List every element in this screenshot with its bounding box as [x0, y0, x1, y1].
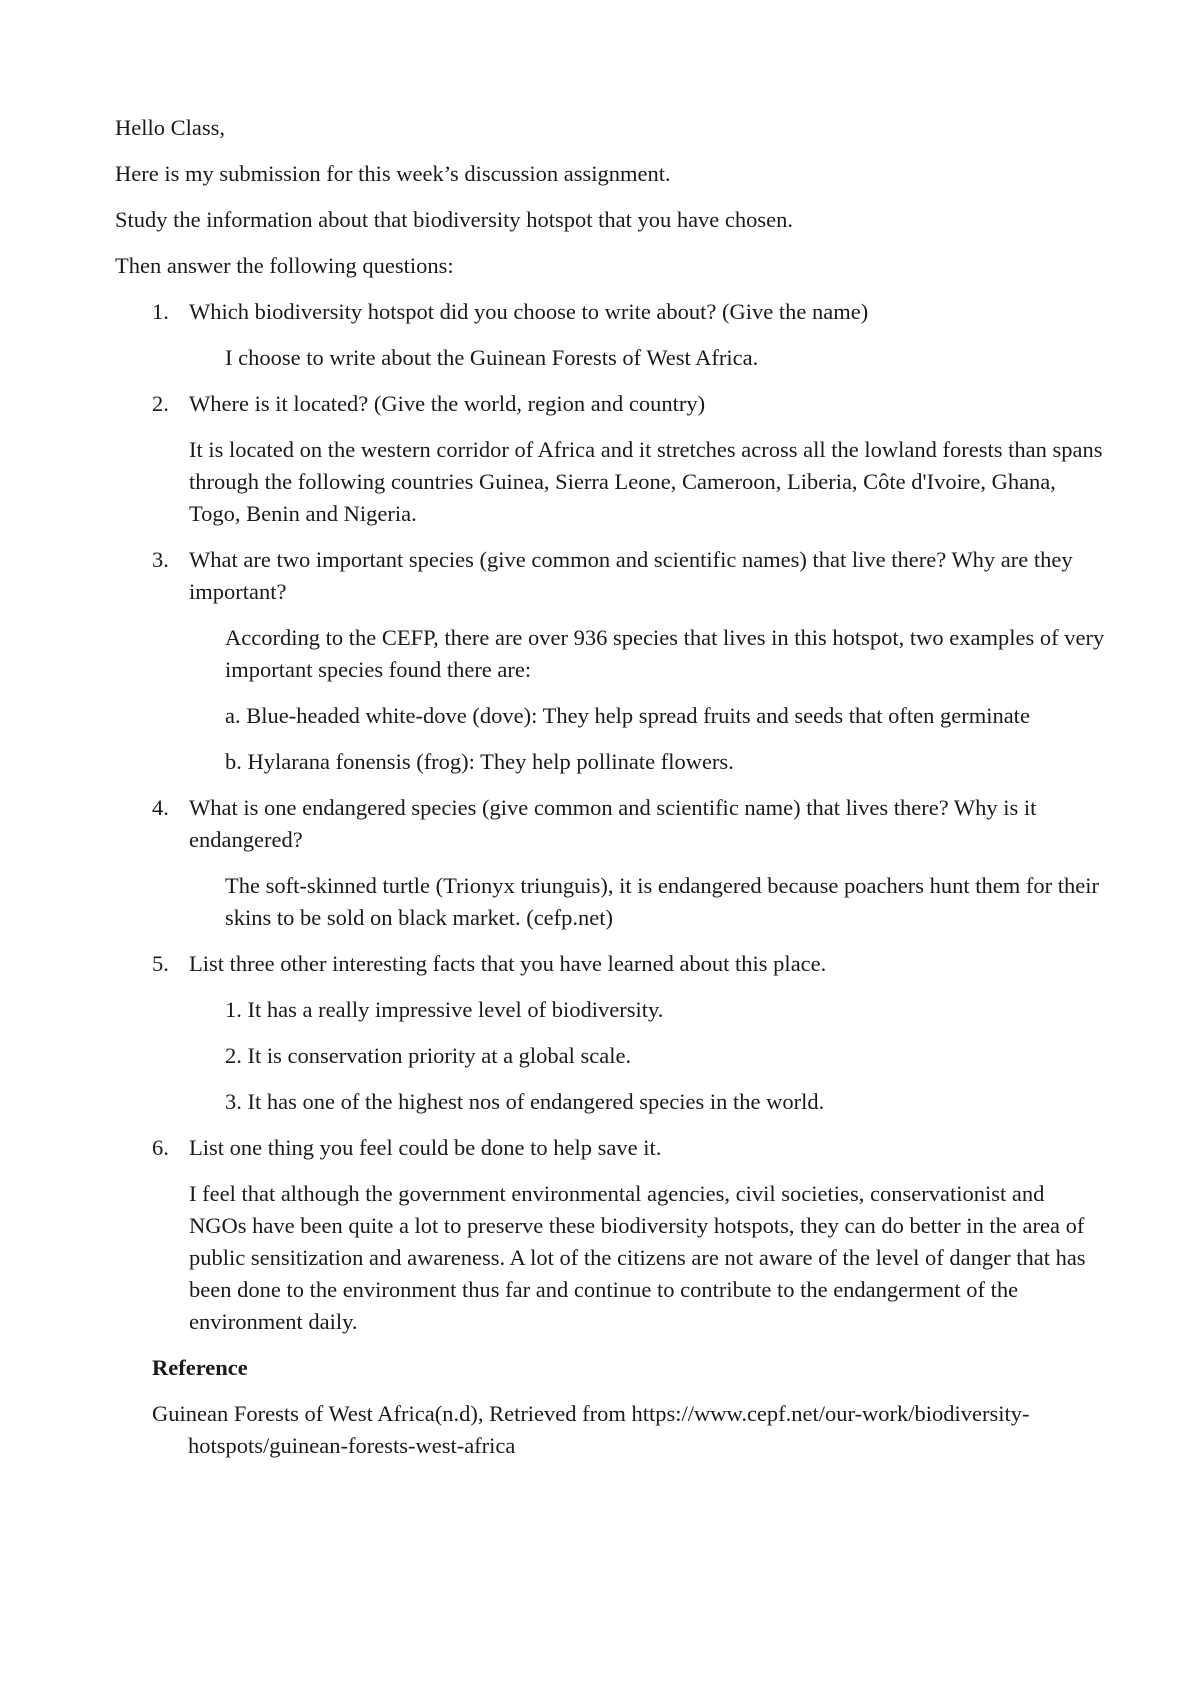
- answer-3-species-a: a. Blue-headed white-dove (dove): They help spread fruits and seeds that often germinate: [225, 703, 1030, 728]
- question-text: List one thing you feel could be done to help save it.: [189, 1135, 662, 1160]
- question-3: [115, 544, 1105, 608]
- fact-3: 3. It has one of the highest nos of endangered species in the world.: [225, 1089, 825, 1114]
- intro-line-questions: Then answer the following questions:: [115, 253, 454, 278]
- question-2: [115, 388, 1105, 420]
- question-text: Which biodiversity hotspot did you choose to write about? (Give the name): [189, 299, 869, 324]
- question-text: What is one endangered species (give common and scientific name) that lives there? Why is it endangered?: [189, 795, 1037, 852]
- answer-1: I choose to write about the Guinean Forests of West Africa.: [225, 345, 759, 370]
- greeting: Hello Class,: [115, 115, 225, 140]
- answer-3-species-b: b. Hylarana fonensis (frog): They help pollinate flowers.: [225, 749, 734, 774]
- question-number: 5.: [152, 951, 169, 976]
- question-number: 6.: [152, 1135, 169, 1160]
- fact-2: 2. It is conservation priority at a global scale.: [225, 1043, 632, 1068]
- question-1: [115, 296, 1105, 328]
- fact-1: 1. It has a really impressive level of biodiversity.: [225, 997, 664, 1022]
- question-text: What are two important species (give common and scientific names) that live there? Why are they important?: [189, 547, 1073, 604]
- question-number: 1.: [152, 299, 169, 324]
- question-text: Where is it located? (Give the world, region and country): [189, 391, 706, 416]
- intro-line-submission: Here is my submission for this week’s discussion assignment.: [115, 161, 671, 186]
- reference-heading: Reference: [152, 1355, 248, 1380]
- question-number: 2.: [152, 391, 169, 416]
- question-4: [115, 792, 1105, 856]
- question-6: [115, 1132, 1105, 1164]
- intro-line-study: Study the information about that biodiversity hotspot that you have chosen.: [115, 207, 794, 232]
- reference-entry: Guinean Forests of West Africa(n.d), Retrieved from https://www.cepf.net/our-work/biodiversity-hotspots/guinean-forests-west-africa: [152, 1401, 1030, 1458]
- question-text: List three other interesting facts that you have learned about this place.: [189, 951, 827, 976]
- answer-3-intro: According to the CEFP, there are over 936 species that lives in this hotspot, two examples of very important species found there are:: [225, 625, 1105, 682]
- question-5: [115, 948, 1105, 980]
- question-number: 4.: [152, 795, 169, 820]
- document-body: [115, 112, 1105, 1462]
- question-number: 3.: [152, 547, 169, 572]
- answer-6: I feel that although the government environmental agencies, civil societies, conservationist and NGOs have been quite a lot to preserve these biodiversity hotspots, they can do better in the area of public sensitization and awareness. A lot of the citizens are not aware of the level of danger that has been done to the environment thus far and continue to contribute to the endangerment of the environment daily.: [189, 1181, 1086, 1334]
- answer-2: It is located on the western corridor of Africa and it stretches across all the lowland forests than spans through the following countries Guinea, Sierra Leone, Cameroon, Liberia, Côte d'Ivoire, Ghana, Togo, Benin and Nigeria.: [189, 437, 1103, 526]
- answer-4: The soft-skinned turtle (Trionyx triunguis), it is endangered because poachers hunt them for their skins to be sold on black market. (cefp.net): [225, 873, 1099, 930]
